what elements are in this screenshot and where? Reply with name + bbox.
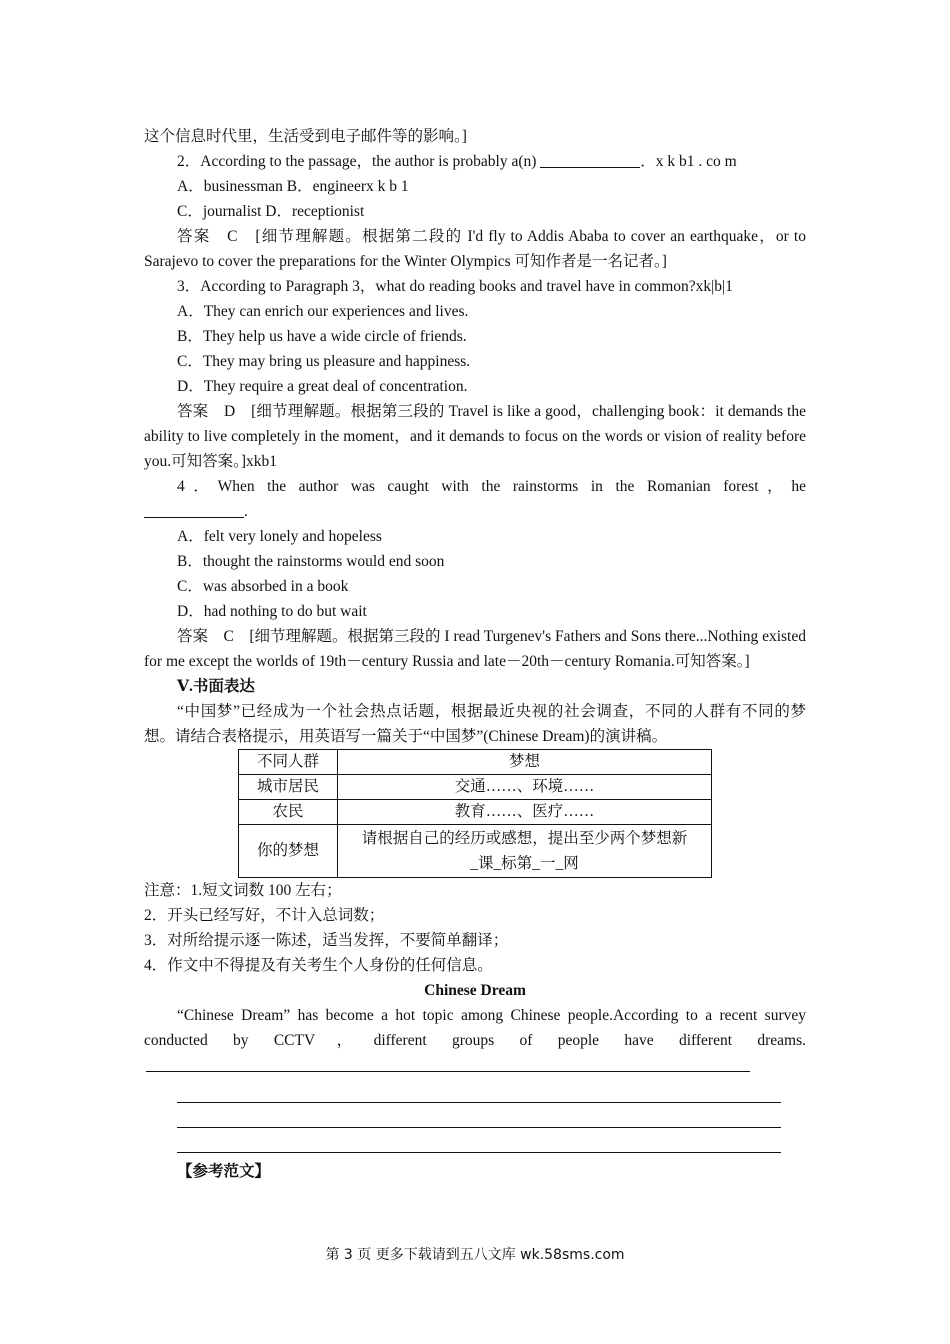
essay-title: Chinese Dream bbox=[424, 982, 526, 999]
q4-answer: 答案 C [细节理解题。根据第三段的 I read Turgenev's Fathers and Sons there...Nothing existed for me except the worlds of 19th－century Russia and late－20th－century Romania.可知答案。] bbox=[144, 628, 806, 670]
q4-option-b: B．thought the rainstorms would end soon bbox=[177, 553, 445, 570]
q3-answer: 答案 D [细节理解题。根据第三段的 Travel is like a good，challenging book：it demands the ability to live completely in the moment，and it demands to focus on the words or vision of reality before you.可知答案。]xkb1 bbox=[144, 403, 806, 470]
q3-option-d: D．They require a great deal of concentration. bbox=[177, 378, 468, 395]
q3-stem: 3．According to Paragraph 3，what do reading books and travel have in common?xk|b|1 bbox=[177, 278, 733, 295]
page-footer: 第 3 页 更多下载请到五八文库 wk.58sms.com bbox=[325, 1247, 625, 1263]
table-row bbox=[239, 750, 712, 775]
note-4: 4．作文中不得提及有关考生个人身份的任何信息。 bbox=[144, 957, 493, 974]
writing-line bbox=[146, 1055, 750, 1072]
writing-prompt: “中国梦”已经成为一个社会热点话题，根据最近央视的社会调查，不同的人群有不同的梦想。请结合表格提示，用英语写一篇关于“中国梦”(Chinese Dream)的演讲稿。 bbox=[144, 703, 806, 745]
dream-table bbox=[238, 749, 712, 878]
table-header-group: 不同人群 bbox=[239, 750, 338, 775]
intro-tail: 这个信息时代里，生活受到电子邮件等的影响。] bbox=[144, 128, 467, 145]
table-cell: 农民 bbox=[239, 800, 338, 825]
writing-line bbox=[177, 1128, 781, 1153]
q3-option-b: B．They help us have a wide circle of friends. bbox=[177, 328, 467, 345]
q3-option-a: A．They can enrich our experiences and lives. bbox=[177, 303, 469, 320]
table-cell: 请根据自己的经历或感想，提出至少两个梦想新 _课_标第_一_网 bbox=[338, 825, 712, 878]
q4-option-c: C．was absorbed in a book bbox=[177, 578, 349, 595]
q4-stem: 4．When the author was caught with the rainstorms in the Romanian forest，he bbox=[177, 478, 806, 495]
note-1: 注意：1.短文词数 100 左右； bbox=[144, 882, 342, 899]
q2-options-cd: C．journalist D．receptionist bbox=[177, 203, 365, 220]
essay-opening: “Chinese Dream” has become a hot topic among Chinese people.According to a recent survey conducted by CCTV，different groups of people have different dreams. bbox=[144, 1003, 806, 1078]
reference-label: 【参考范文】 bbox=[177, 1163, 271, 1180]
q4-stem-end: . bbox=[144, 499, 806, 524]
q4-option-d: D．had nothing to do but wait bbox=[177, 603, 367, 620]
q3-option-c: C．They may bring us pleasure and happiness. bbox=[177, 353, 471, 370]
page-content bbox=[144, 124, 806, 1184]
answer-blank bbox=[144, 501, 244, 518]
note-2: 2．开头已经写好，不计入总词数； bbox=[144, 907, 385, 924]
answer-blank bbox=[540, 151, 640, 168]
note-3: 3．对所给提示逐一陈述，适当发挥，不要简单翻译； bbox=[144, 932, 509, 949]
table-cell: 交通……、环境…… bbox=[338, 775, 712, 800]
table-row bbox=[239, 825, 712, 878]
q4-option-a: A．felt very lonely and hopeless bbox=[177, 528, 382, 545]
q2-answer: 答案 C [细节理解题。根据第二段的 I'd fly to Addis Ababa to cover an earthquake，or to Sarajevo to cover the preparations for the Winter Olympics 可知作者是一名记者。] bbox=[144, 228, 806, 270]
q2-stem: 2．According to the passage，the author is probably a(n) ．x k b1 . co m bbox=[177, 153, 737, 170]
q2-options-ab: A．businessman B．engineerx k b 1 bbox=[177, 178, 409, 195]
writing-line bbox=[177, 1078, 781, 1103]
writing-line bbox=[177, 1103, 781, 1128]
table-header-dream: 梦想 bbox=[338, 750, 712, 775]
table-row bbox=[239, 775, 712, 800]
table-row bbox=[239, 800, 712, 825]
table-cell: 你的梦想 bbox=[239, 825, 338, 878]
section-heading: Ⅴ.书面表达 bbox=[177, 678, 255, 695]
table-cell: 教育……、医疗…… bbox=[338, 800, 712, 825]
table-cell: 城市居民 bbox=[239, 775, 338, 800]
